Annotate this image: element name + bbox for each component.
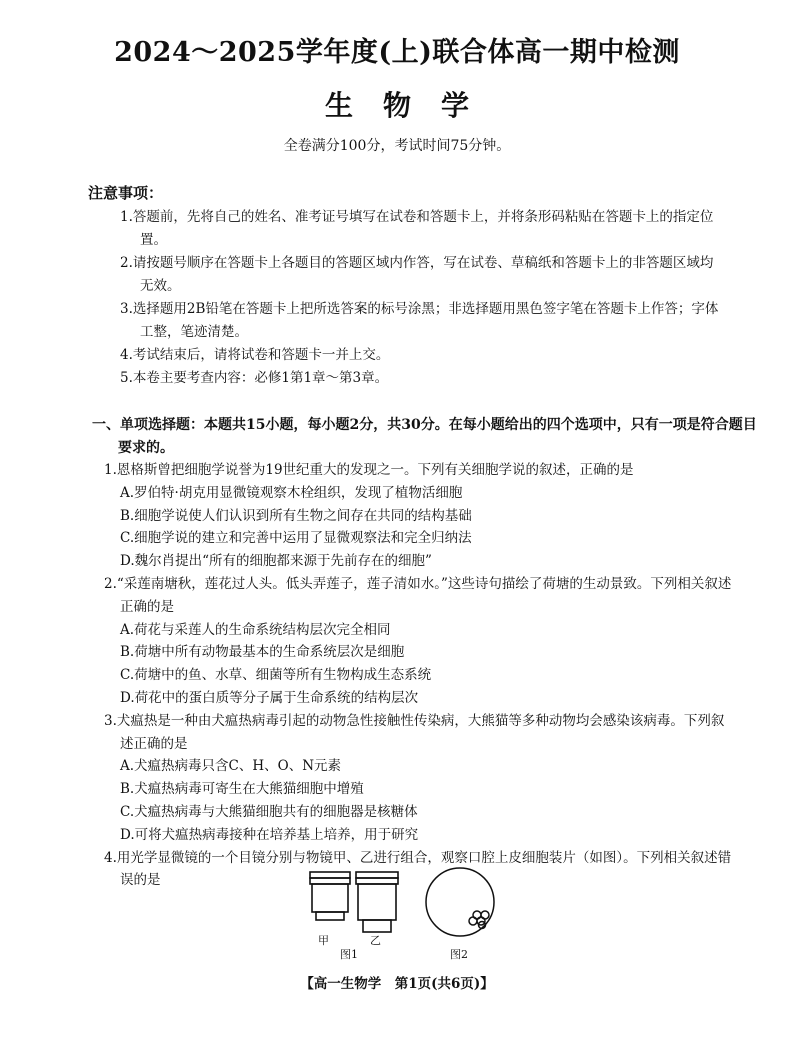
option-b: B.犬瘟热病毒可寄生在大熊猫细胞中增殖 [120, 781, 364, 798]
note-item: 2.请按题号顺序在答题卡上各题目的答题区域内作答，写在试卷、草稿纸和答题卡上的非答题区域均无效。 [120, 255, 714, 294]
question-stem: 3.犬瘟热是一种由犬瘟热病毒引起的动物急性接触性传染病，大熊猫等多种动物均会感染该病毒。下列叙述正确的是 [104, 712, 725, 752]
section-heading: 一、单项选择题：本题共15小题，每小题2分，共30分。在每小题给出的四个选项中，只有一项是符合题目要求的。 [92, 417, 757, 456]
field-of-view-icon [426, 868, 494, 936]
page-footer: 【高一生物学 第1页(共6页)】 [300, 976, 494, 992]
question-3 [104, 710, 734, 847]
subject-title: 生物学 [324, 89, 499, 122]
question-list [104, 459, 734, 892]
notes-list [120, 206, 720, 390]
option-d: D.魏尔肖提出“所有的细胞都来源于先前存在的细胞” [120, 553, 432, 570]
option-a: A.荷花与采莲人的生命系统结构层次完全相同 [120, 621, 391, 638]
label-jia: 甲 [318, 934, 329, 947]
option-c: C.荷塘中的鱼、水草、细菌等所有生物构成生态系统 [120, 667, 432, 684]
question-stem: 2.“采莲南塘秋，莲花过人头。低头弄莲子，莲子清如水。”这些诗句描绘了荷塘的生动景致。下列相关叙述正确的是 [104, 575, 732, 615]
question-stem: 4.用光学显微镜的一个目镜分别与物镜甲、乙进行组合，观察口腔上皮细胞装片（如图）。下列相关叙述错误的是 [104, 849, 732, 889]
caption-figure-1: 图1 [340, 948, 358, 961]
objective-lens-figure [300, 866, 530, 946]
note-item: 1.答题前，先将自己的姓名、准考证号填写在试卷和答题卡上，并将条形码粘贴在答题卡上的指定位置。 [120, 209, 714, 248]
question-2 [104, 573, 734, 710]
option-b: B.荷塘中所有动物最基本的生命系统层次是细胞 [120, 644, 405, 661]
question-stem: 1.恩格斯曾把细胞学说誉为19世纪重大的发现之一。下列有关细胞学说的叙述，正确的是 [104, 462, 634, 478]
objective-jia-icon [310, 872, 350, 920]
exam-meta: 全卷满分100分，考试时间75分钟。 [283, 138, 511, 154]
caption-figure-2: 图2 [450, 948, 468, 961]
microscope-figure [300, 866, 530, 961]
note-item: 3.选择题用2B铅笔在答题卡上把所选答案的标号涂黑；非选择题用黑色签字笔在答题卡上作答；字体工整，笔迹清楚。 [120, 301, 719, 340]
question-1 [104, 459, 734, 573]
option-b: B.细胞学说使人们认识到所有生物之间存在共同的结构基础 [120, 507, 472, 524]
note-item: 5.本卷主要考查内容：必修1第1章～第3章。 [120, 370, 389, 386]
option-d: D.可将犬瘟热病毒接种在培养基上培养，用于研究 [120, 826, 419, 843]
exam-title: 2024～2025学年度(上)联合体高一期中检测 [114, 37, 680, 68]
option-c: C.犬瘟热病毒与大熊猫细胞共有的细胞器是核糖体 [120, 803, 418, 820]
objective-yi-icon [356, 872, 398, 932]
option-d: D.荷花中的蛋白质等分子属于生命系统的结构层次 [120, 689, 419, 706]
option-c: C.细胞学说的建立和完善中运用了显微观察法和完全归纳法 [120, 530, 472, 547]
label-yi: 乙 [370, 934, 381, 947]
option-a: A.罗伯特·胡克用显微镜观察木栓组织，发现了植物活细胞 [120, 484, 463, 501]
option-a: A.犬瘟热病毒只含C、H、O、N元素 [120, 758, 342, 775]
note-item: 4.考试结束后，请将试卷和答题卡一并上交。 [120, 347, 390, 363]
notes-heading: 注意事项： [88, 184, 164, 202]
